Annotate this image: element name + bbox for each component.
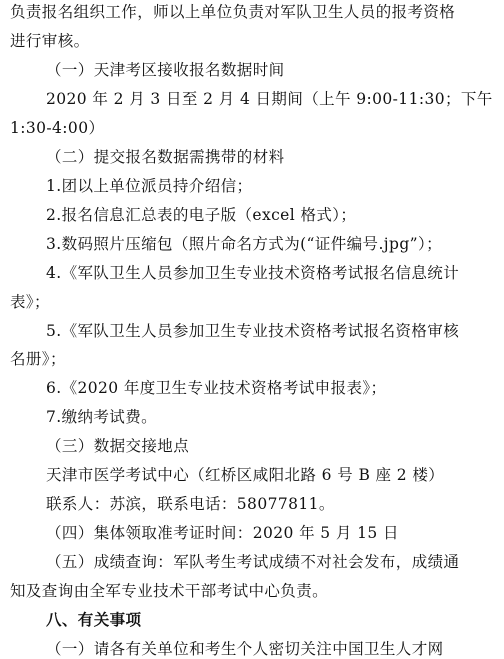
paragraph-line: 负责报名组织工作，师以上单位负责对军队卫生人员的报考资格 <box>10 3 456 21</box>
list-item: 1.团以上单位派员持介绍信； <box>46 177 253 195</box>
paragraph-line: 进行审核。 <box>10 32 90 50</box>
list-item: 6.《2020 年度卫生专业技术资格考试申报表》； <box>46 379 387 397</box>
section-heading: （三）数据交接地点 <box>46 437 190 455</box>
list-item: 5.《军队卫生人员参加卫生专业技术资格考试报名资格审核 <box>46 322 460 340</box>
list-item: 4.《军队卫生人员参加卫生专业技术资格考试报名信息统计 <box>46 264 460 282</box>
paragraph-line: 天津市医学考试中心（红桥区咸阳北路 6 号 B 座 2 楼） <box>46 466 445 484</box>
paragraph-line: 1:30-4:00） <box>10 119 105 137</box>
list-item: 2.报名信息汇总表的电子版（excel 格式）； <box>46 206 357 224</box>
section-heading: （四）集体领取准考证时间：2020 年 5 月 15 日 <box>46 524 399 542</box>
chapter-heading: 八、有关事项 <box>46 610 142 629</box>
paragraph-line: 知及查询由全军专业技术干部考试中心负责。 <box>10 582 329 600</box>
section-heading: （一）天津考区接收报名数据时间 <box>46 61 285 79</box>
paragraph-line: 2020 年 2 月 3 日至 2 月 4 日期间（上午 9:00-11:30；下午 <box>46 90 493 108</box>
list-item: 3.数码照片压缩包（照片命名方式为(“证件编号.jpg”）； <box>46 235 443 253</box>
list-item-continuation: 名册》； <box>10 350 66 368</box>
section-heading: （五）成绩查询：军队考生考试成绩不对社会发布，成绩通 <box>46 553 460 571</box>
list-item-continuation: 表》； <box>10 293 50 311</box>
paragraph-line: （一）请各有关单位和考生个人密切关注中国卫生人才网 <box>46 640 444 658</box>
list-item: 7.缴纳考试费。 <box>46 408 157 426</box>
paragraph-line: 联系人：苏滨，联系电话：58077811。 <box>46 495 335 513</box>
section-heading: （二）提交报名数据需携带的材料 <box>46 148 285 166</box>
